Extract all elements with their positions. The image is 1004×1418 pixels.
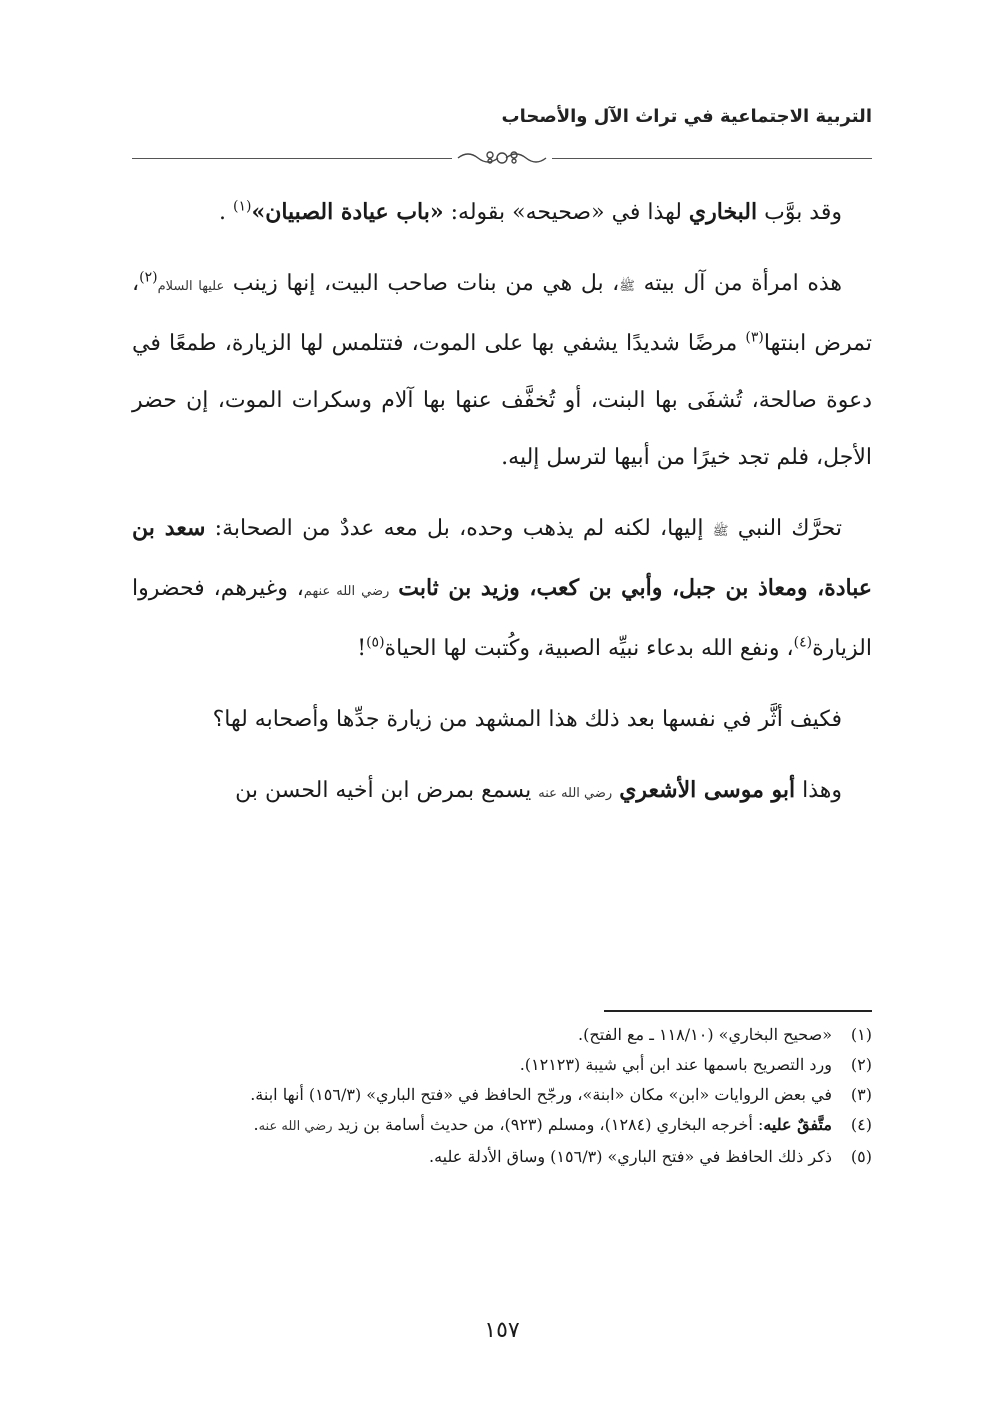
footnote-number: (٣): [850, 1085, 872, 1104]
footnote-ref: (٣): [745, 329, 764, 346]
footnote-text: في بعض الروايات «ابن» مكان «ابنة»، ورجّح الحافظ في «فتح الباري» (١٥٦/٣) أنها ابنة.: [250, 1085, 832, 1104]
footnote-separator: [604, 1010, 872, 1012]
footnote-text: ذكر ذلك الحافظ في «فتح الباري» (١٥٦/٣) وساق الأدلة عليه.: [429, 1147, 832, 1166]
footnote: [132, 1050, 872, 1080]
footnote-ref: (٥): [366, 634, 385, 651]
running-header: التربية الاجتماعية في تراث الآل والأصحاب: [501, 106, 872, 127]
honorific-glyph: ﷺ: [619, 279, 635, 294]
honorific-glyph: ﷺ: [712, 524, 729, 539]
footnote-bold: متَّفقٌ عليه: [763, 1115, 832, 1134]
honorific-glyph: رضي الله عنه: [538, 786, 613, 801]
honorific-glyph: عليها السلام: [157, 279, 225, 294]
body-text: [132, 184, 872, 836]
paragraph-5: وهذا أبو موسى الأشعري رضي الله عنه يسمع بمرض ابن أخيه الحسن بن: [235, 777, 842, 803]
footnote: [132, 1020, 872, 1050]
honorific-glyph: رضي الله عنه: [258, 1119, 333, 1134]
footnote-ref: (١): [232, 198, 252, 215]
ornament-icon: [452, 145, 552, 171]
footnote-text: ورد التصريح باسمها عند ابن أبي شيبة (١٢١٢٣).: [519, 1055, 832, 1074]
footnote-text: «صحيح البخاري» (١١٨/١٠ ـ مع الفتح).: [578, 1025, 832, 1044]
footnote: [132, 1080, 872, 1110]
footnote: [132, 1142, 872, 1172]
footnote-text: متَّفقٌ عليه: أخرجه البخاري (١٢٨٤)، ومسلم (٩٢٣)، من حديث أسامة بن زيد رضي الله عنه.: [253, 1115, 832, 1134]
bold-names: سعد بن عبادة، ومعاذ بن جبل، وأبي بن كعب، وزيد بن ثابت: [132, 515, 873, 601]
footnotes: [132, 1020, 872, 1172]
footnote-number: (٢): [850, 1055, 872, 1074]
bold-name: البخاري: [688, 199, 758, 225]
footnote: [132, 1110, 872, 1142]
bold-quote: «باب عيادة الصبيان»: [251, 199, 444, 225]
paragraph-3: تحرَّك النبي ﷺ إليها، لكنه لم يذهب وحده، بل معه عددٌ من الصحابة: سعد بن عبادة، ومعاذ بن جبل، وأبي بن كعب، وزيد بن ثابت رضي الله عنهم، وغيرهم، فحضروا الزيارة$^{(٤)}$، ونفع الله بدعاء نبيِّه الصبية، وكُتبت لها الحياة$^{(٥)}$!: [132, 515, 873, 661]
honorific-glyph: رضي الله عنهم: [303, 584, 390, 599]
footnote-number: (١): [850, 1025, 872, 1044]
footnote-number: (٤): [850, 1115, 872, 1134]
paragraph-1: وقد بوَّب البخاري لهذا في «صحيحه» بقوله: «باب عيادة الصبيان»$^{(١)}$ .: [218, 198, 842, 225]
footnote-number: (٥): [850, 1147, 872, 1166]
paragraph-4: فكيف أثَّر في نفسها بعد ذلك هذا المشهد من زيارة جدِّها وأصحابه لها؟: [212, 707, 842, 732]
bold-name: أبو موسى الأشعري: [619, 777, 796, 803]
paragraph-2: هذه امرأة من آل بيته ﷺ، بل هي من بنات صاحب البيت، إنها زينب عليها السلام$^{(٢)}$، تمرض ابنتها$^{(٣)}$ مرضًا شديدًا يشفي بها على الموت، فتتلمس لها الزيارة، طمعًا في دعوة صالحة، تُشفَى بها البنت، أو تُخفَّف عنها بها آلام وسكرات الموت، إن حضر الأجل، فلم تجد خيرًا من أبيها لترسل إليه.: [132, 269, 873, 470]
footnote-ref: (٤): [793, 634, 813, 651]
page-number: ١٥٧: [484, 1318, 520, 1343]
footnote-ref: (٢): [139, 269, 158, 286]
